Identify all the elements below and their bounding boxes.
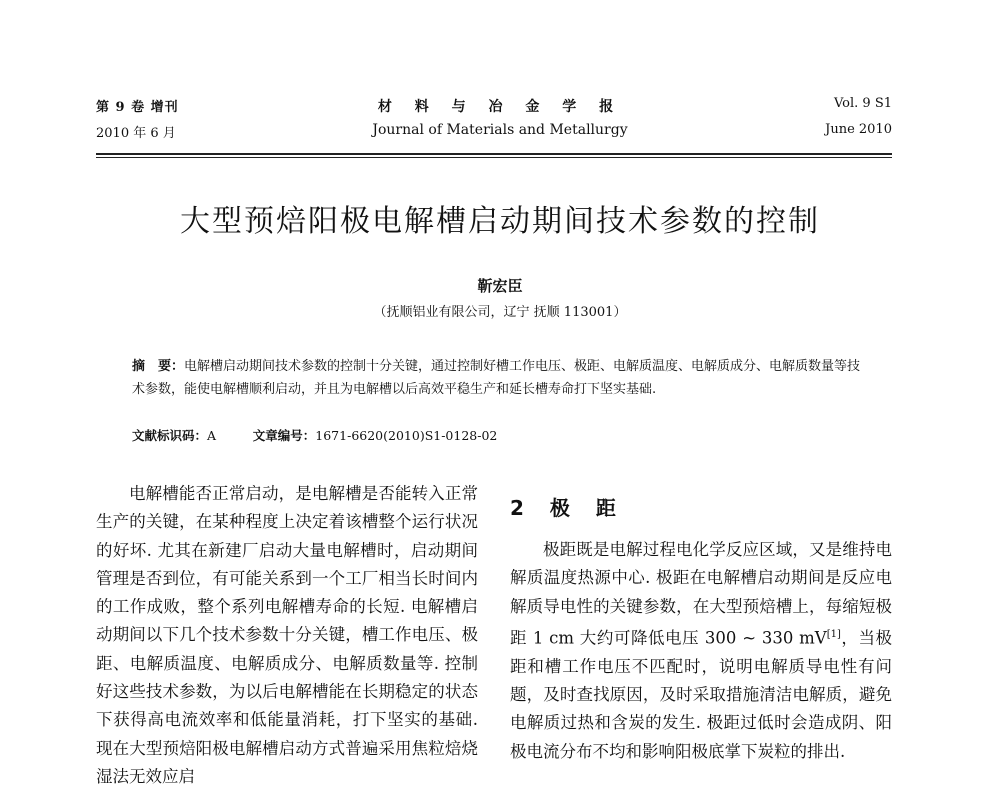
intro-paragraph: 电解槽能否正常启动，是电解槽是否能转入正常生产的关键，在某种程度上决定着该槽整个运行状况的好坏. 尤其在新建厂启动大量电解槽时，启动期间管理是否到位，有可能关系到一个工厂相当长时间内的工作成败，整个系列电解槽寿命的长短. 电解槽启动期间以下几个技术参数十分关键，槽工作电压、极距、电解质温度、电解质成分、电解质数量等. 控制好这些技术参数，为以后电解槽能在长期稳定的状态下获得高电流效率和低能量消耗，打下坚实的基础. 现在大型预焙阳极电解槽启动方式普遍采用焦粒焙烧湿法无效应启 <box>96 484 478 786</box>
article-no-label: 文章编号： <box>252 428 316 443</box>
citation-ref: [1] <box>826 628 841 640</box>
volume-issue-cn: 第 9 卷 增刊 <box>96 100 179 115</box>
header-rule-thick <box>96 153 892 155</box>
abstract <box>132 355 862 401</box>
section-heading: 2 极 距 <box>510 496 619 520</box>
body-left-column <box>96 480 478 791</box>
article-title: 大型预焙阳极电解槽启动期间技术参数的控制 <box>180 204 820 239</box>
doc-code-label: 文献标识码： <box>132 428 208 443</box>
journal-title-cn: 材 料 与 冶 金 学 报 <box>377 99 623 115</box>
volume-issue-en: Vol. 9 S1 <box>833 96 892 111</box>
section-text-b: ，当极距和槽工作电压不匹配时，说明电解质导电性有问题，及时查找原因，及时采取措施清洁电解质，避免电解质过热和含炭的发生. 极距过低时会造成阴、阳极电流分布不均和影响阳极底掌下炭粒的排出. <box>510 628 892 761</box>
body-right-column <box>510 536 892 766</box>
date-en: June 2010 <box>825 122 892 137</box>
journal-title-en: Journal of Materials and Metallurgy <box>372 122 628 138</box>
abstract-label: 摘 要： <box>132 359 185 374</box>
date-cn: 2010 年 6 月 <box>96 126 176 141</box>
abstract-text: 电解槽启动期间技术参数的控制十分关键，通过控制好槽工作电压、极距、电解质温度、电解质成分、电解质数量等技术参数，能使电解槽顺利启动，并且为电解槽以后高效平稳生产和延长槽寿命打下坚实基础. <box>132 359 861 397</box>
article-identifiers <box>132 426 862 444</box>
section-text-a: 极距既是电解过程电化学反应区域，又是维持电解质温度热源中心. 极距在电解槽启动期间是反应电解质导电性的关键参数，在大型预焙槽上，每缩短极距 1 cm 大约可降低电压 300 ~ 330 mV <box>510 540 892 648</box>
doc-code: A <box>207 428 217 443</box>
article-no: 1671-6620(2010)S1-0128-02 <box>315 428 498 443</box>
author-affiliation: （抚顺铝业有限公司，辽宁 抚顺 113001） <box>373 305 627 320</box>
section-paragraph <box>510 536 892 766</box>
header-rule-thin <box>96 157 892 158</box>
author-name: 靳宏臣 <box>477 277 523 295</box>
